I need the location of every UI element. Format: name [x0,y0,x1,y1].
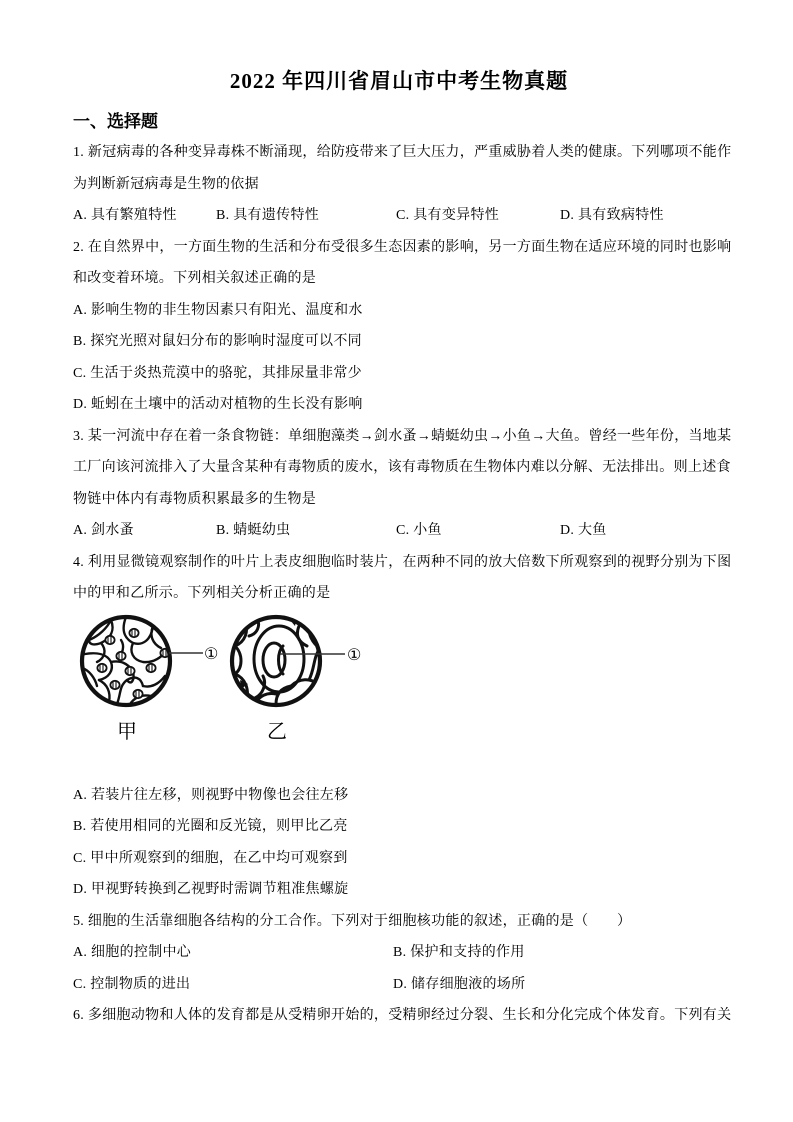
section-heading-choice-questions: 一、选择题 [73,112,158,131]
circled-1-icon-yi: ① [347,646,362,664]
circled-1-icon-jia: ① [204,645,219,663]
question-4-option-d: D. 甲视野转换到乙视野时需调节粗准焦螺旋 [73,882,349,897]
question-5-options-row-2 [73,969,725,1001]
question-3-line-1: 3. 某一河流中存在着一条食物链：单细胞藻类→剑水蚤→蜻蜓幼虫→小鱼→大鱼。曾经一些年份，当地某 [73,428,732,444]
page-title: 2022 年四川省眉山市中考生物真题 [229,69,569,93]
question-4-microscope-figure [73,610,725,780]
question-5-option-c: C. 控制物质的进出 [73,976,191,992]
question-1-option-d: D. 具有致病特性 [560,208,664,223]
question-4-line-1: 4. 利用显微镜观察制作的叶片上表皮细胞临时装片，在两种不同的放大倍数下所观察到的视野分别为下图 [73,554,732,570]
question-2-option-d: D. 蚯蚓在土壤中的活动对植物的生长没有影响 [73,397,363,412]
question-6-line-1: 6. 多细胞动物和人体的发育都是从受精卵开始的，受精卵经过分裂、生长和分化完成个体发育。下列有关 [73,1008,732,1023]
question-5-option-a: A. 细胞的控制中心 [73,945,192,960]
question-4-option-c: C. 甲中所观察到的细胞，在乙中均可观察到 [73,850,348,866]
question-1-line-2: 为判断新冠病毒是生物的依据 [73,176,259,192]
question-4-option-b: B. 若使用相同的光圈和反光镜，则甲比乙亮 [73,819,348,834]
field-of-view-circle-jia [82,617,170,705]
question-1-line-1: 1. 新冠病毒的各种变异毒株不断涌现，给防疫带来了巨大压力，严重威胁着人类的健康。下列哪项不能作 [73,145,732,160]
figure-label-yi: 乙 [267,720,287,743]
question-3-option-d: D. 大鱼 [560,523,607,538]
question-2-line-1: 2. 在自然界中，一方面生物的生活和分布受很多生态因素的影响，另一方面生物在适应环境的同时也影响 [73,239,732,255]
question-3-option-b: B. 蜻蜓幼虫 [216,523,291,538]
microscope-views-illustration [77,610,457,755]
question-1-option-a: A. 具有繁殖特性 [73,208,177,223]
question-3-option-a: A. 剑水蚤 [73,523,134,538]
question-2-option-c: C. 生活于炎热荒漠中的骆驼，其排尿量非常少 [73,365,362,381]
question-3-line-3: 物链中体内有毒物质积累最多的生物是 [73,491,317,507]
question-1-option-b: B. 具有遗传特性 [216,208,320,223]
question-2-line-2: 和改变着环境。下列相关叙述正确的是 [73,271,317,286]
question-3-options-row [73,515,725,547]
figure-label-jia: 甲 [117,720,137,743]
question-2-option-a: A. 影响生物的非生物因素只有阳光、温度和水 [73,302,363,318]
question-4-line-2: 中的甲和乙所示。下列相关分析正确的是 [73,586,331,601]
question-3-line-2: 工厂向该河流排入了大量含某种有毒物质的废水，该有毒物质在生物体内难以分解、无法排出。则上述食 [73,460,731,475]
question-5-option-d: D. 储存细胞液的场所 [393,976,526,992]
question-5-options-row-1 [73,937,725,969]
question-3-option-c: C. 小鱼 [396,523,442,538]
question-5-option-b: B. 保护和支持的作用 [393,945,525,960]
question-2-option-b: B. 探究光照对鼠妇分布的影响时湿度可以不同 [73,334,362,349]
question-4-option-a: A. 若装片往左移，则视野中物像也会往左移 [73,787,349,803]
question-1-options-row [73,200,725,232]
question-5-line-1: 5. 细胞的生活靠细胞各结构的分工合作。下列对于细胞核功能的叙述，正确的是（ ） [73,913,632,929]
question-1-option-c: C. 具有变异特性 [396,208,500,223]
